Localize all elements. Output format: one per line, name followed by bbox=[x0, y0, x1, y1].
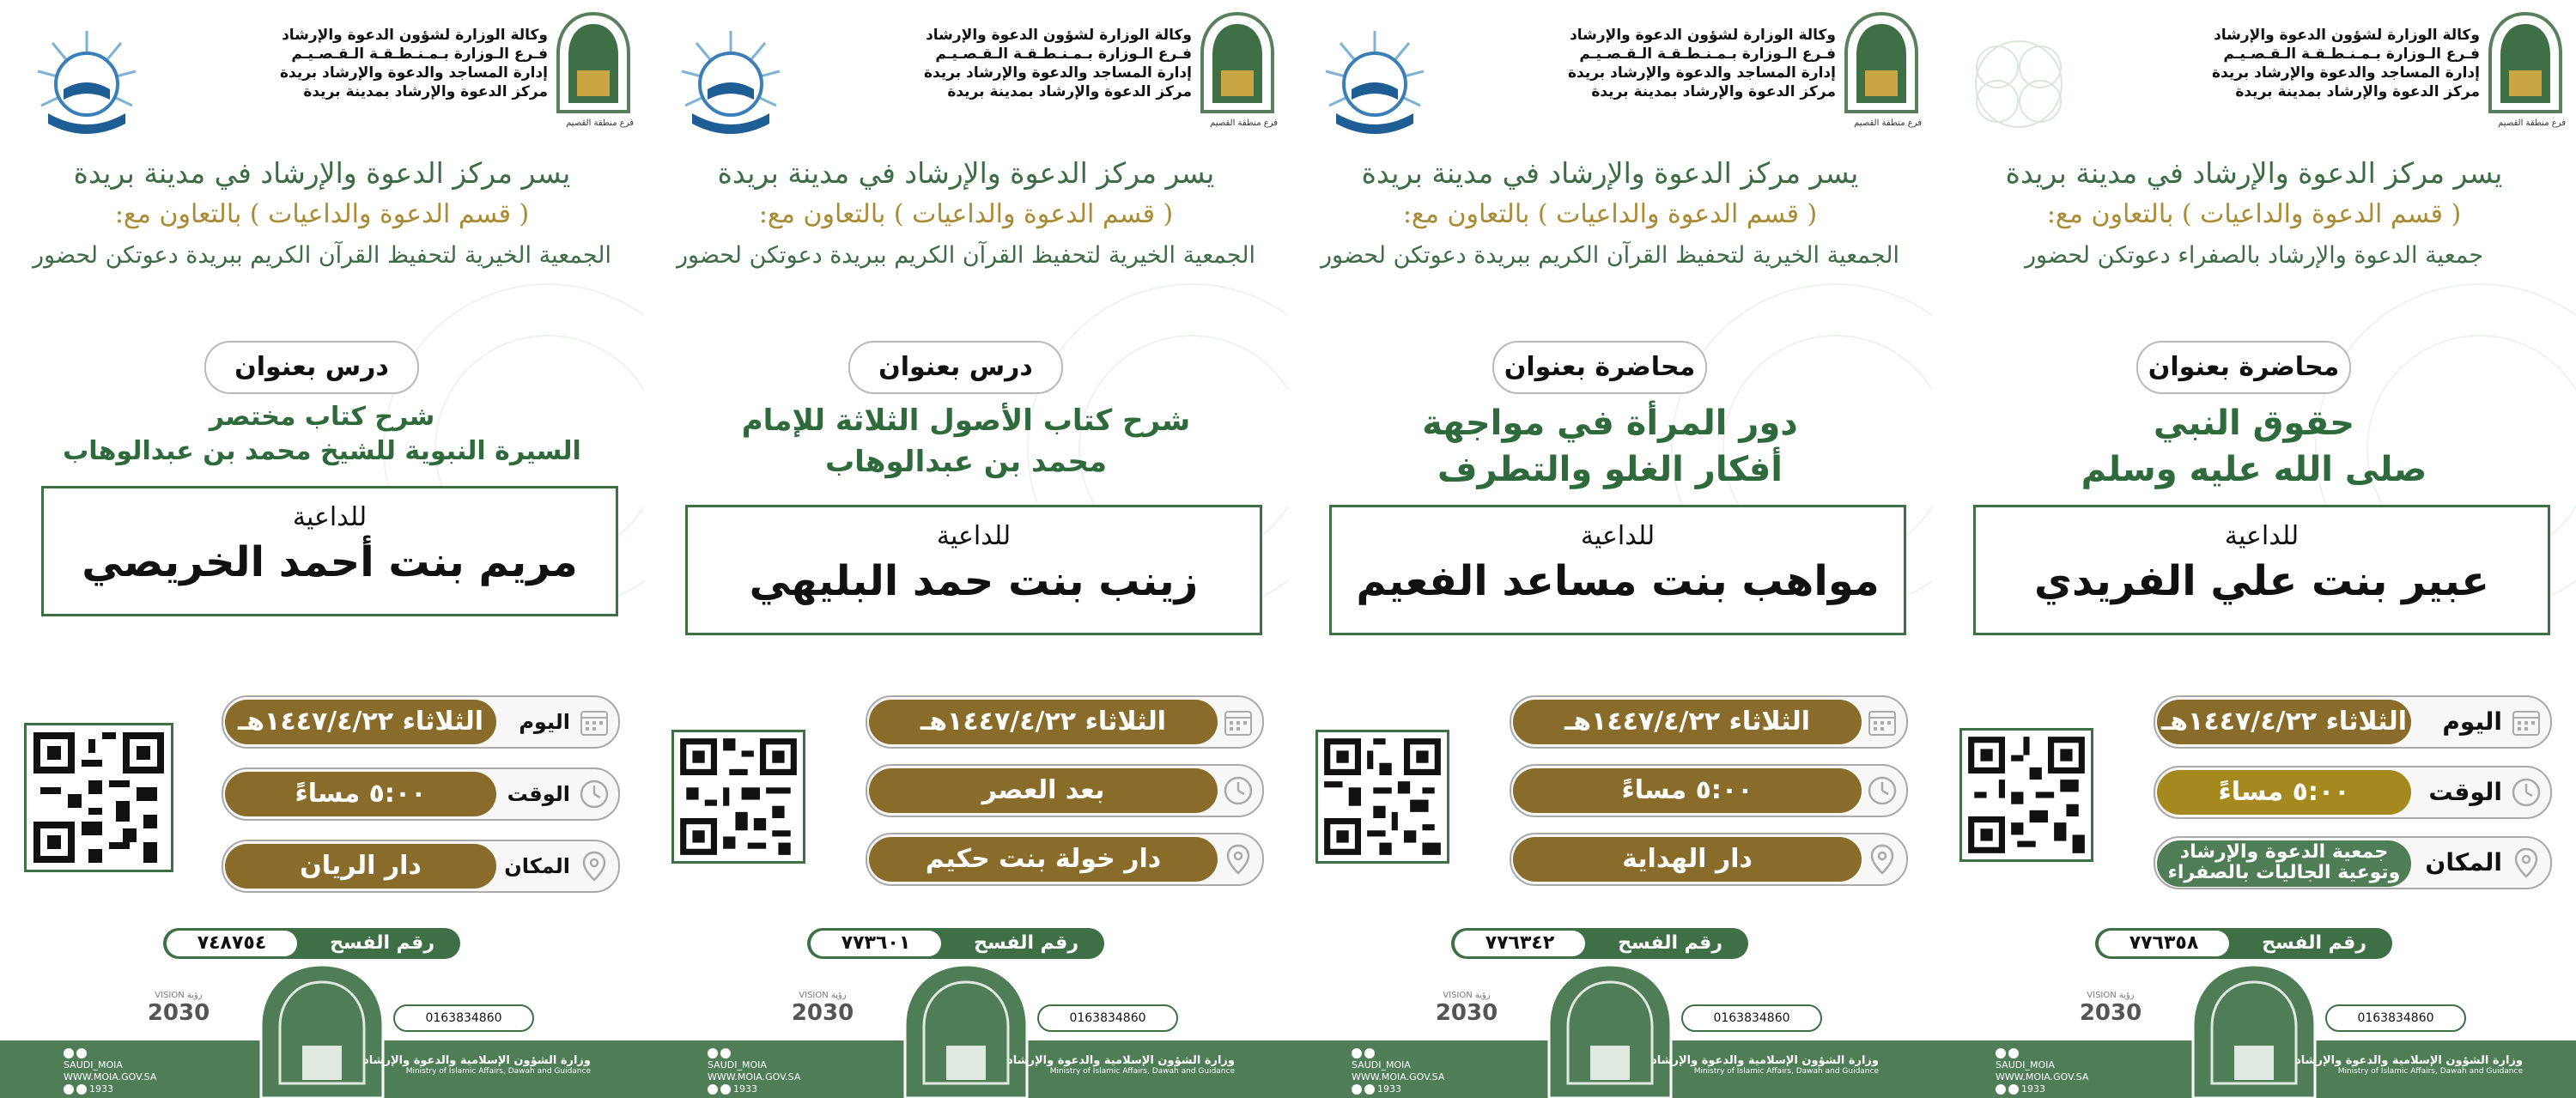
decorative-pattern-icon bbox=[1963, 24, 2075, 144]
ministry-header-text: وكالة الوزارة لشؤون الدعوة والإرشاد فـرع الـوزارة بـمـنـطـقـة الـقـصـيـم إدارة المساجد والدعوة والإرشاد بريدة مركز الدعوة والإرشاد بمدينة بريدة bbox=[1567, 27, 1836, 100]
ministry-name-ar: وزارة الشؤون الإسلامية والدعوة والإرشاد bbox=[1651, 1054, 1879, 1067]
calendar-icon bbox=[2509, 705, 2543, 739]
place-value: دار الريان bbox=[225, 844, 496, 889]
facebook-icon[interactable] bbox=[708, 1084, 718, 1095]
day-label: اليوم bbox=[2442, 707, 2502, 736]
info-row-time bbox=[866, 764, 1264, 817]
ministry-name-en: Ministry of Islamic Affairs, Dawah and Guidance bbox=[2337, 1067, 2523, 1076]
social-icons[interactable] bbox=[708, 1047, 800, 1059]
hotline-number: 1933 bbox=[1377, 1083, 1401, 1095]
ministry-name bbox=[2295, 1054, 2523, 1076]
twitter-icon[interactable] bbox=[64, 1048, 74, 1059]
header bbox=[0, 7, 644, 127]
intro-line: ( قسم الدعوة والداعيات ) بالتعاون مع: bbox=[2046, 199, 2462, 229]
lecture-title-line: محمد بن عبدالوهاب bbox=[824, 445, 1107, 479]
lecture-type-pill: درس بعنوان bbox=[204, 341, 419, 394]
social-icons[interactable] bbox=[1352, 1083, 1444, 1095]
place-value-line: جمعية الدعوة والإرشاد bbox=[2179, 841, 2389, 863]
permit-number: ٧٧٦٣٥٨ bbox=[2099, 931, 2229, 956]
vision-2030-logo bbox=[1425, 991, 1508, 1039]
day-value: الثلاثاء ١٤٤٧/٤/٢٢هـ bbox=[1513, 700, 1862, 744]
time-value: ٥:٠٠ مساءً bbox=[1513, 768, 1862, 813]
info-row-place bbox=[2154, 836, 2552, 889]
website-link[interactable]: WWW.MOIA.GOV.SA bbox=[1996, 1071, 2089, 1083]
qr-code-icon bbox=[27, 725, 171, 870]
vision-label: VISION رؤية bbox=[799, 991, 847, 1000]
vision-label: VISION رؤية bbox=[2087, 991, 2135, 1000]
association-logo-icon bbox=[31, 24, 143, 144]
speaker-name: عبير بنت علي الفريدي bbox=[2034, 557, 2489, 605]
speaker-name: مواهب بنت مساعد الفعيم bbox=[1356, 557, 1880, 605]
social-links bbox=[1352, 1047, 1444, 1095]
day-label: اليوم bbox=[519, 710, 570, 734]
permit-label: رقم الفسح bbox=[1618, 932, 1722, 954]
facebook-icon[interactable] bbox=[64, 1084, 74, 1095]
phone-number[interactable]: 0163834860 bbox=[2325, 1004, 2466, 1032]
website-link[interactable]: WWW.MOIA.GOV.SA bbox=[64, 1071, 157, 1083]
time-label: الوقت bbox=[2428, 778, 2502, 806]
permit-label: رقم الفسح bbox=[974, 932, 1078, 954]
clock-icon bbox=[2509, 775, 2543, 810]
youtube-icon[interactable] bbox=[720, 1048, 731, 1059]
info-row-day bbox=[1510, 695, 1908, 749]
intro-line: يسر مركز الدعوة والإرشاد في مدينة بريدة bbox=[73, 156, 571, 190]
ministry-name bbox=[363, 1054, 591, 1076]
poster-4 bbox=[1932, 0, 2576, 1098]
vision-number: 2030 bbox=[147, 1000, 210, 1026]
lecture-title-line: السيرة النبوية للشيخ محمد بن عبدالوهاب bbox=[63, 436, 581, 466]
ministry-name bbox=[1651, 1054, 1879, 1076]
header bbox=[644, 7, 1288, 127]
social-icons[interactable] bbox=[708, 1083, 800, 1095]
intro-text bbox=[661, 153, 1271, 276]
permit-number: ٧٤٨٧٥٤ bbox=[167, 931, 297, 956]
lecture-title bbox=[1949, 400, 2559, 493]
day-value: الثلاثاء ١٤٤٧/٤/٢٢هـ bbox=[225, 700, 496, 744]
info-row-time bbox=[1510, 764, 1908, 817]
phone-number[interactable]: 0163834860 bbox=[1037, 1004, 1178, 1032]
qr-code-icon bbox=[674, 732, 803, 861]
branch-tag: فرع منطقة القصيم bbox=[566, 118, 634, 128]
intro-text bbox=[1305, 153, 1915, 276]
youtube-icon[interactable] bbox=[1364, 1048, 1375, 1059]
qr-code-icon bbox=[1962, 731, 2091, 859]
mosque-arch-icon bbox=[2190, 963, 2318, 1098]
qr-code[interactable] bbox=[1959, 728, 2093, 862]
place-value: دار الهداية bbox=[1513, 837, 1862, 882]
poster-1 bbox=[0, 0, 645, 1098]
place-value: دار خولة بنت حكيم bbox=[869, 837, 1218, 882]
vision-label: VISION رؤية bbox=[155, 991, 203, 1000]
speaker-name: مريم بنت أحمد الخريصي bbox=[82, 538, 578, 586]
ministry-emblem-icon bbox=[1843, 10, 1920, 122]
time-label: الوقت bbox=[507, 782, 570, 806]
permit-badge bbox=[163, 928, 460, 959]
lecture-title-line: أفكار الغلو والتطرف bbox=[1437, 450, 1783, 489]
permit-badge bbox=[1451, 928, 1748, 959]
twitter-icon[interactable] bbox=[1352, 1048, 1362, 1059]
ministry-emblem-icon bbox=[555, 10, 632, 122]
social-icons[interactable] bbox=[64, 1047, 156, 1059]
intro-line: جمعية الدعوة والإرشاد بالصفراء دعوتكن لحضور bbox=[2024, 242, 2484, 269]
info-row-place bbox=[222, 840, 620, 893]
location-pin-icon bbox=[1865, 842, 1899, 877]
phone-number[interactable]: 0163834860 bbox=[393, 1004, 534, 1032]
intro-line: ( قسم الدعوة والداعيات ) بالتعاون مع: bbox=[758, 199, 1174, 229]
info-row-day bbox=[866, 695, 1264, 749]
poster-2 bbox=[644, 0, 1289, 1098]
clock-icon bbox=[1865, 773, 1899, 808]
speaker-name: زينب بنت حمد البليهي bbox=[749, 557, 1199, 605]
info-row-time bbox=[2154, 766, 2552, 819]
vision-number: 2030 bbox=[1435, 1000, 1498, 1026]
social-handle[interactable]: SAUDI_MOIA bbox=[64, 1059, 123, 1071]
vision-2030-logo bbox=[781, 991, 864, 1039]
permit-number: ٧٧٣٦٠١ bbox=[811, 931, 941, 956]
social-icons[interactable] bbox=[1352, 1047, 1444, 1059]
header bbox=[1932, 7, 2576, 127]
ministry-header-text: وكالة الوزارة لشؤون الدعوة والإرشاد فـرع الـوزارة بـمـنـطـقـة الـقـصـيـم إدارة المساجد والدعوة والإرشاد بريدة مركز الدعوة والإرشاد بمدينة بريدة bbox=[279, 27, 548, 100]
calendar-icon bbox=[1221, 705, 1255, 739]
intro-text bbox=[1949, 153, 2559, 276]
time-value: بعد العصر bbox=[869, 768, 1218, 813]
calendar-icon bbox=[577, 705, 611, 739]
intro-line: يسر مركز الدعوة والإرشاد في مدينة بريدة bbox=[1361, 156, 1859, 190]
ministry-header-text: وكالة الوزارة لشؤون الدعوة والإرشاد فـرع الـوزارة بـمـنـطـقـة الـقـصـيـم إدارة المساجد والدعوة والإرشاد بريدة مركز الدعوة والإرشاد بمدينة بريدة bbox=[2211, 27, 2480, 100]
clock-icon bbox=[577, 777, 611, 811]
website-link[interactable]: WWW.MOIA.GOV.SA bbox=[1352, 1071, 1445, 1083]
speaker-label: للداعية bbox=[2224, 521, 2300, 551]
location-pin-icon bbox=[1221, 842, 1255, 877]
ministry-name-ar: وزارة الشؤون الإسلامية والدعوة والإرشاد bbox=[1007, 1054, 1235, 1067]
association-logo-icon bbox=[675, 24, 787, 144]
footer bbox=[1932, 987, 2576, 1098]
hotline-number: 1933 bbox=[733, 1083, 757, 1095]
speaker-box bbox=[685, 505, 1262, 635]
header bbox=[1288, 7, 1932, 127]
phone-number[interactable]: 0163834860 bbox=[1681, 1004, 1822, 1032]
lecture-title bbox=[1305, 400, 1915, 493]
facebook-icon[interactable] bbox=[1352, 1084, 1362, 1095]
lecture-title-line: دور المرأة في مواجهة bbox=[1422, 403, 1798, 443]
website-link[interactable]: WWW.MOIA.GOV.SA bbox=[708, 1071, 801, 1083]
intro-text bbox=[17, 153, 627, 276]
ministry-emblem-icon bbox=[1199, 10, 1276, 122]
ministry-name-en: Ministry of Islamic Affairs, Dawah and Guidance bbox=[1693, 1067, 1879, 1076]
footer bbox=[1288, 987, 1932, 1098]
speaker-box bbox=[1329, 505, 1906, 635]
vision-2030-logo bbox=[137, 991, 220, 1039]
info-row-time bbox=[222, 767, 620, 821]
youtube-icon[interactable] bbox=[2008, 1048, 2019, 1059]
ministry-emblem-icon bbox=[2487, 10, 2564, 122]
place-value-line: وتوعية الجاليات بالصفراء bbox=[2167, 862, 2401, 883]
speaker-box bbox=[1973, 505, 2550, 635]
social-handle[interactable]: SAUDI_MOIA bbox=[708, 1059, 767, 1071]
social-links bbox=[64, 1047, 156, 1095]
qr-code[interactable] bbox=[24, 723, 173, 872]
twitter-icon[interactable] bbox=[708, 1048, 718, 1059]
speaker-label: للداعية bbox=[1580, 521, 1656, 551]
place-value bbox=[2157, 840, 2411, 887]
hotline-number: 1933 bbox=[89, 1083, 113, 1095]
ministry-name-en: Ministry of Islamic Affairs, Dawah and Guidance bbox=[405, 1067, 591, 1076]
intro-line: الجمعية الخيرية لتحفيظ القرآن الكريم ببريدة دعوتكن لحضور bbox=[32, 242, 612, 269]
association-logo-icon bbox=[1319, 24, 1431, 144]
speaker-box bbox=[41, 486, 618, 616]
permit-badge bbox=[2095, 928, 2392, 959]
poster-3 bbox=[1288, 0, 1933, 1098]
clock-icon bbox=[1221, 773, 1255, 808]
hotline-number: 1933 bbox=[2021, 1083, 2045, 1095]
qr-code-icon bbox=[1318, 732, 1447, 861]
vision-2030-logo bbox=[2069, 991, 2152, 1039]
ministry-name bbox=[1007, 1054, 1235, 1076]
branch-tag: فرع منطقة القصيم bbox=[1854, 118, 1922, 128]
branch-tag: فرع منطقة القصيم bbox=[2498, 118, 2566, 128]
youtube-icon[interactable] bbox=[76, 1048, 87, 1059]
lecture-title-line: شرح كتاب الأصول الثلاثة للإمام bbox=[741, 403, 1191, 438]
social-handle[interactable]: SAUDI_MOIA bbox=[1996, 1059, 2055, 1071]
intro-line: ( قسم الدعوة والداعيات ) بالتعاون مع: bbox=[1402, 199, 1818, 229]
time-value: ٥:٠٠ مساءً bbox=[2157, 770, 2411, 815]
location-pin-icon bbox=[2509, 846, 2543, 880]
place-label: المكان bbox=[504, 854, 570, 878]
ministry-name-ar: وزارة الشؤون الإسلامية والدعوة والإرشاد bbox=[363, 1054, 591, 1067]
intro-line: الجمعية الخيرية لتحفيظ القرآن الكريم ببريدة دعوتكن لحضور bbox=[676, 242, 1256, 269]
intro-line: الجمعية الخيرية لتحفيظ القرآن الكريم ببريدة دعوتكن لحضور bbox=[1320, 242, 1900, 269]
permit-number: ٧٧٦٣٤٢ bbox=[1455, 931, 1585, 956]
instagram-icon[interactable] bbox=[720, 1084, 731, 1095]
time-value: ٥:٠٠ مساءً bbox=[225, 772, 496, 816]
speaker-label: للداعية bbox=[292, 502, 368, 532]
lecture-title bbox=[17, 400, 627, 469]
info-row-day bbox=[222, 695, 620, 749]
branch-tag: فرع منطقة القصيم bbox=[1210, 118, 1278, 128]
vision-number: 2030 bbox=[791, 1000, 854, 1026]
ministry-header-text: وكالة الوزارة لشؤون الدعوة والإرشاد فـرع الـوزارة بـمـنـطـقـة الـقـصـيـم إدارة المساجد والدعوة والإرشاد بريدة مركز الدعوة والإرشاد بمدينة بريدة bbox=[923, 27, 1192, 100]
mosque-arch-icon bbox=[1546, 963, 1674, 1098]
footer bbox=[0, 987, 644, 1098]
lecture-title-line: حقوق النبي bbox=[2153, 403, 2355, 443]
instagram-icon[interactable] bbox=[1364, 1084, 1375, 1095]
twitter-icon[interactable] bbox=[1996, 1048, 2006, 1059]
ministry-name-ar: وزارة الشؤون الإسلامية والدعوة والإرشاد bbox=[2295, 1054, 2523, 1067]
qr-code[interactable] bbox=[1315, 730, 1449, 864]
calendar-icon bbox=[1865, 705, 1899, 739]
instagram-icon[interactable] bbox=[2008, 1084, 2019, 1095]
lecture-title-line: صلى الله عليه وسلم bbox=[2081, 450, 2427, 489]
social-handle[interactable]: SAUDI_MOIA bbox=[1352, 1059, 1411, 1071]
location-pin-icon bbox=[577, 849, 611, 883]
intro-line: يسر مركز الدعوة والإرشاد في مدينة بريدة bbox=[2005, 156, 2503, 190]
place-label: المكان bbox=[2425, 848, 2502, 877]
mosque-arch-icon bbox=[902, 963, 1030, 1098]
mosque-arch-icon bbox=[258, 963, 386, 1098]
info-row-day bbox=[2154, 695, 2552, 749]
permit-badge bbox=[807, 928, 1104, 959]
permit-label: رقم الفسح bbox=[2262, 932, 2366, 954]
social-icons[interactable] bbox=[1996, 1047, 2088, 1059]
instagram-icon[interactable] bbox=[76, 1084, 87, 1095]
social-icons[interactable] bbox=[64, 1083, 156, 1095]
qr-code[interactable] bbox=[671, 730, 805, 864]
lecture-type-pill: محاضرة بعنوان bbox=[1492, 341, 1707, 394]
info-row-place bbox=[1510, 833, 1908, 886]
social-icons[interactable] bbox=[1996, 1083, 2088, 1095]
social-links bbox=[1996, 1047, 2088, 1095]
intro-line: ( قسم الدعوة والداعيات ) بالتعاون مع: bbox=[114, 199, 530, 229]
info-row-place bbox=[866, 833, 1264, 886]
intro-line: يسر مركز الدعوة والإرشاد في مدينة بريدة bbox=[717, 156, 1215, 190]
facebook-icon[interactable] bbox=[1996, 1084, 2006, 1095]
permit-label: رقم الفسح bbox=[330, 932, 434, 954]
lecture-type-pill: محاضرة بعنوان bbox=[2136, 341, 2351, 394]
day-value: الثلاثاء ١٤٤٧/٤/٢٢هـ bbox=[869, 700, 1218, 744]
vision-number: 2030 bbox=[2079, 1000, 2142, 1026]
social-links bbox=[708, 1047, 800, 1095]
footer bbox=[644, 987, 1288, 1098]
lecture-type-pill: درس بعنوان bbox=[848, 341, 1063, 394]
ministry-name-en: Ministry of Islamic Affairs, Dawah and Guidance bbox=[1049, 1067, 1235, 1076]
day-value: الثلاثاء ١٤٤٧/٤/٢٢هـ bbox=[2157, 700, 2411, 744]
vision-label: VISION رؤية bbox=[1443, 991, 1491, 1000]
speaker-label: للداعية bbox=[936, 521, 1012, 551]
lecture-title-line: شرح كتاب مختصر bbox=[209, 402, 435, 432]
lecture-title bbox=[661, 400, 1271, 482]
